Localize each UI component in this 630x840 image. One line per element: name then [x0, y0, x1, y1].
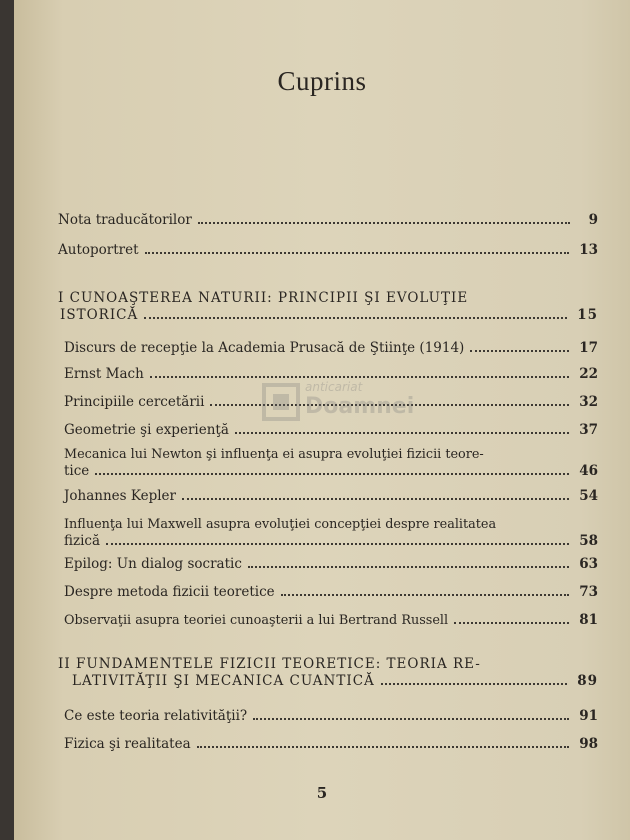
toc-entry-label: Despre metoda fizicii teoretice: [64, 584, 275, 600]
toc-entry-label: Ernst Mach: [64, 366, 144, 382]
toc-entry-page: 15: [577, 307, 598, 323]
toc-entry-page: 98: [579, 736, 598, 752]
toc-entry-page: 37: [579, 422, 598, 438]
toc-entry-label: Principiile cercetării: [64, 394, 205, 410]
toc-entry-page: 54: [579, 488, 598, 504]
toc-entry-page: 9: [588, 212, 598, 228]
toc-entry-label: Geometrie şi experienţă: [64, 422, 229, 438]
watermark: [261, 378, 415, 426]
toc-entry: [64, 556, 598, 573]
toc-entry: [64, 584, 598, 601]
toc-entry-page: 22: [579, 366, 598, 382]
dot-leader: [198, 221, 570, 224]
toc-entry-label-cont: tice: [64, 463, 90, 479]
toc-entry-label: Influenţa lui Maxwell asupra evoluţiei concepţiei despre realitatea: [64, 517, 497, 532]
toc-section-heading: [58, 656, 598, 690]
toc-entry-label: Ce este teoria relativităţii?: [64, 708, 248, 724]
dot-leader: [470, 349, 569, 352]
toc-entry-label-cont: ISTORICĂ: [60, 307, 139, 323]
toc-entry: [64, 340, 598, 357]
toc-entry-label: Fizica şi realitatea: [64, 736, 191, 752]
dot-leader: [182, 497, 569, 500]
dot-leader: [235, 431, 569, 434]
dot-leader: [281, 593, 570, 596]
dot-leader: [144, 316, 567, 319]
toc-entry-page: 73: [579, 584, 598, 600]
toc-entry-page: 13: [579, 242, 598, 258]
toc-entry: [64, 708, 598, 725]
toc-entry: [64, 488, 598, 505]
toc-entry-page: 46: [579, 463, 598, 479]
toc-entry-label-cont: fizică: [64, 533, 101, 549]
toc-entry: [58, 242, 598, 259]
dot-leader: [381, 682, 567, 685]
toc-entry: [64, 516, 598, 550]
toc-entry-page: 58: [579, 533, 598, 549]
toc-entry-page: 17: [579, 340, 598, 356]
dot-leader: [197, 745, 570, 748]
dot-leader: [248, 565, 569, 568]
book-page: [14, 0, 630, 840]
dot-leader: [95, 472, 569, 475]
toc-section-heading: [58, 290, 598, 324]
dot-leader: [454, 621, 569, 624]
toc-entry-label: Mecanica lui Newton şi influenţa ei asupra evoluţiei fizicii teore-: [64, 447, 484, 462]
watermark-text: anticariat: [305, 380, 363, 394]
toc-entry-label: Nota traducătorilor: [58, 212, 192, 228]
toc-entry-label-cont: LATIVITĂŢII ŞI MECANICA CUANTICĂ: [72, 673, 375, 689]
toc-entry-page: 81: [579, 612, 598, 628]
toc-entry-label: Johannes Kepler: [64, 488, 176, 504]
toc-entry-label: Observaţii asupra teoriei cunoaşterii a lui Bertrand Russell: [64, 613, 449, 628]
toc-entry-page: 63: [579, 556, 598, 572]
watermark-logo-icon: [261, 382, 301, 422]
toc-entry: [64, 736, 598, 753]
dot-leader: [253, 717, 569, 720]
toc-entry: [58, 212, 598, 229]
toc-entry-page: 89: [577, 673, 598, 689]
page-title: Cuprins: [277, 66, 367, 96]
toc-entry-label: Discurs de recepţie la Academia Prusacă de Ştiinţe (1914): [64, 340, 465, 356]
toc-entry: [64, 446, 598, 480]
toc-entry-label: I CUNOAŞTEREA NATURII: PRINCIPII ŞI EVOLUŢIE: [58, 290, 469, 306]
dot-leader: [106, 542, 569, 545]
toc-entry-label: Epilog: Un dialog socratic: [64, 556, 242, 572]
toc-entry: [64, 612, 598, 629]
page-number: 5: [316, 784, 328, 802]
watermark-text: Doamnei: [305, 394, 415, 419]
toc-entry-label: II FUNDAMENTELE FIZICII TEORETICE: TEORIA RE-: [58, 656, 481, 672]
toc-entry-page: 91: [579, 708, 598, 724]
toc-entry-page: 32: [579, 394, 598, 410]
dot-leader: [145, 251, 570, 254]
toc-entry-label: Autoportret: [58, 242, 139, 258]
